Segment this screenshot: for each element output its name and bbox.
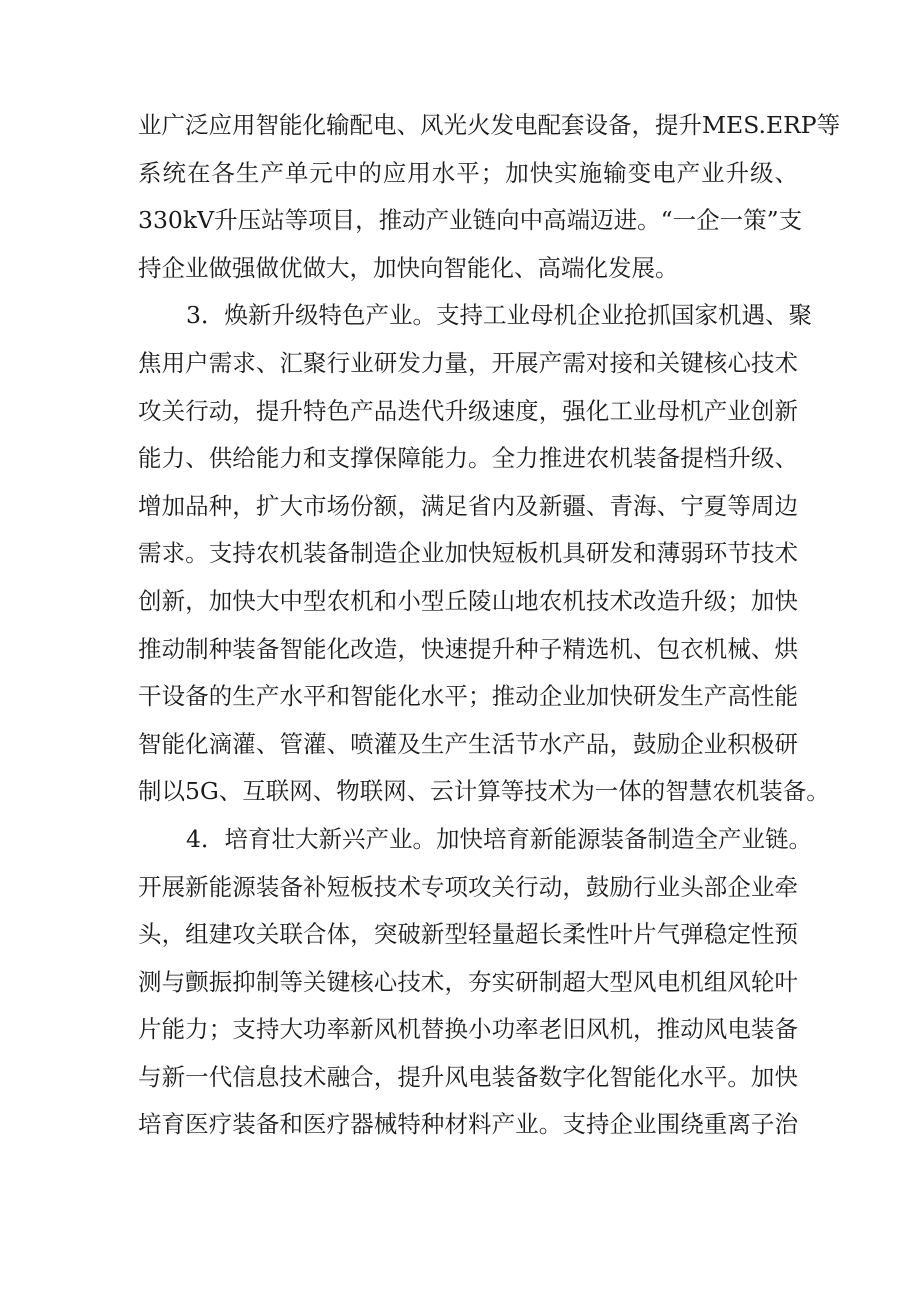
paragraph-2-line-1: 3．焕新升级特色产业。支持工业母机企业抢抓国家机遇、聚 — [186, 301, 812, 330]
paragraph-2-line-7: 创新，加快大中型农机和小型丘陵山地农机技术改造升级；加快 — [138, 586, 798, 615]
paragraph-1-line-2: 系统在各生产单元中的应用水平；加快实施输变电产业升级、 — [138, 158, 798, 187]
paragraph-1-line-1: 业广泛应用智能化输配电、风光火发电配套设备，提升MES.ERP等 — [138, 111, 841, 139]
paragraph-2-line-6: 需求。支持农机装备制造企业加快短板机具研发和薄弱环节技术 — [138, 539, 798, 568]
paragraph-3-line-3: 头，组建攻关联合体，突破新型轻量超长柔性叶片气弹稳定性预 — [138, 920, 798, 949]
paragraph-1-line-3: 330kV升压站等项目，推动产业链向中高端迈进。“一企一策”支 — [138, 206, 803, 235]
paragraph-2-line-4: 能力、供给能力和支撑保障能力。全力推进农机装备提档升级、 — [138, 444, 798, 473]
paragraph-2-line-11: 制以5G、互联网、物联网、云计算等技术为一体的智慧农机装备。 — [138, 777, 830, 806]
paragraph-3-line-4: 测与颤振抑制等关键核心技术，夯实研制超大型风电机组风轮叶 — [138, 967, 798, 996]
paragraph-2-line-5: 增加品种，扩大市场份额，满足省内及新疆、青海、宁夏等周边 — [138, 491, 798, 520]
paragraph-2-line-10: 智能化滴灌、管灌、喷灌及生产生活节水产品，鼓励企业积极研 — [138, 729, 798, 758]
paragraph-2-line-8: 推动制种装备智能化改造，快速提升种子精选机、包衣机械、烘 — [138, 634, 798, 663]
paragraph-3-line-2: 开展新能源装备补短板技术专项攻关行动，鼓励行业头部企业牵 — [138, 872, 798, 901]
paragraph-3-line-6: 与新一代信息技术融合，提升风电装备数字化智能化水平。加快 — [138, 1062, 798, 1091]
paragraph-3-line-1: 4．培育壮大新兴产业。加快培育新能源装备制造全产业链。 — [186, 824, 812, 853]
paragraph-3-line-7: 培育医疗装备和医疗器械特种材料产业。支持企业围绕重离子治 — [138, 1110, 798, 1139]
paragraph-3-line-5: 片能力；支持大功率新风机替换小功率老旧风机，推动风电装备 — [138, 1015, 798, 1044]
paragraph-2-line-9: 干设备的生产水平和智能化水平；推动企业加快研发生产高性能 — [138, 682, 798, 711]
document-body — [138, 102, 841, 1149]
paragraph-2-line-2: 焦用户需求、汇聚行业研发力量，开展产需对接和关键核心技术 — [138, 348, 798, 377]
paragraph-2-line-3: 攻关行动，提升特色产品迭代升级速度，强化工业母机产业创新 — [138, 396, 798, 425]
paragraph-1-line-4: 持企业做强做优做大，加快向智能化、高端化发展。 — [138, 253, 679, 282]
